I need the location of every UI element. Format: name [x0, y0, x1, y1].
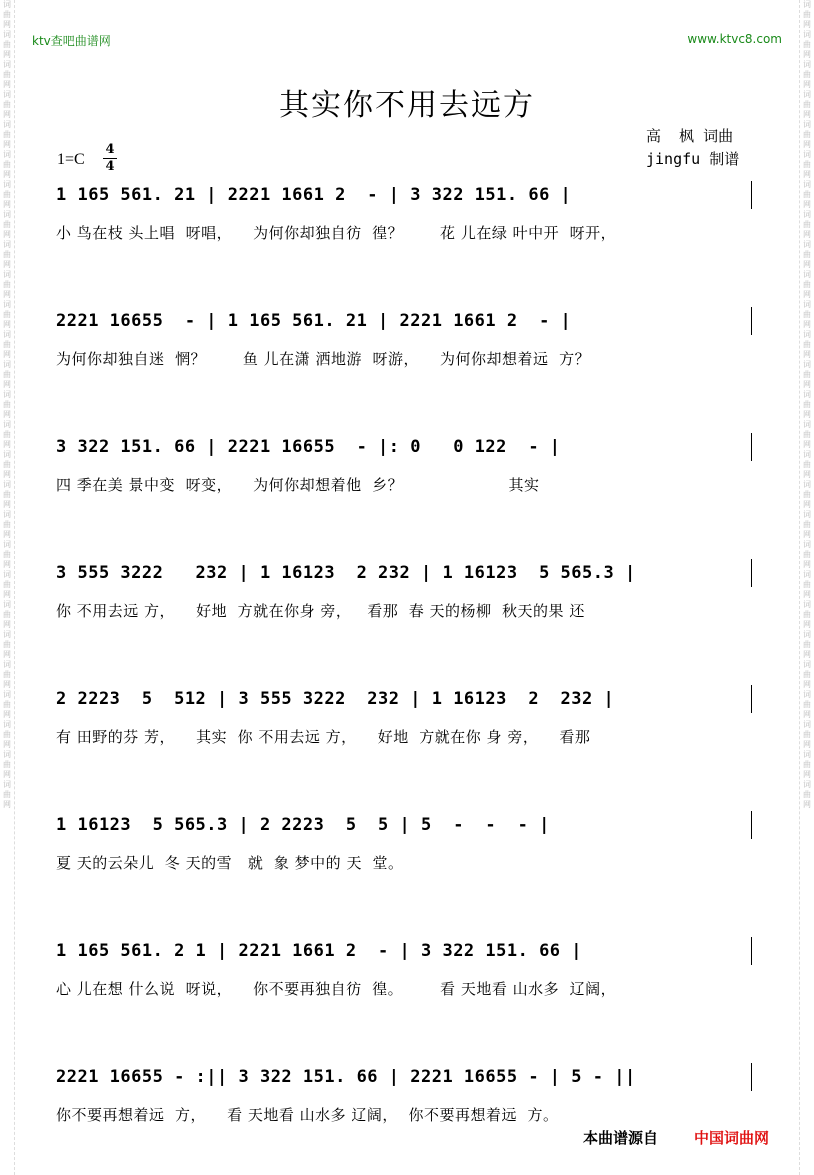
watermark-char: 曲: [803, 10, 811, 19]
watermark-char: 网: [803, 710, 811, 719]
watermark-char: 曲: [803, 550, 811, 559]
watermark-char: 曲: [3, 580, 11, 589]
watermark-char: 词: [803, 420, 811, 429]
watermark-char: 网: [3, 140, 11, 149]
watermark-char: 曲: [803, 610, 811, 619]
watermark-char: 词: [3, 660, 11, 669]
watermark-char: 词: [3, 150, 11, 159]
watermark-char: 网: [803, 590, 811, 599]
watermark-char: 网: [803, 290, 811, 299]
song-title: 其实你不用去远方: [279, 88, 535, 123]
watermark-char: 词: [803, 30, 811, 39]
watermark-char: 网: [3, 710, 11, 719]
watermark-char: 曲: [803, 190, 811, 199]
watermark-char: 词: [803, 300, 811, 309]
notation-line: 1 165 561. 21 | 2221 1661 2 - | 3 322 151. 66 |: [56, 185, 572, 205]
watermark-char: 曲: [3, 220, 11, 229]
watermark-char: 词: [3, 720, 11, 729]
credit-transcriber: jingfu 制谱: [646, 150, 740, 168]
watermark-char: 曲: [803, 160, 811, 169]
lyric-line: 为何你却独自迷 惘？ 鱼 儿在潇 洒地游 呀游， 为何你却想着远 方？: [56, 350, 591, 368]
watermark-char: 网: [3, 410, 11, 419]
watermark-char: 网: [3, 530, 11, 539]
watermark-char: 词: [803, 210, 811, 219]
watermark-char: 词: [803, 180, 811, 189]
watermark-char: 网: [803, 560, 811, 569]
watermark-char: 词: [803, 0, 811, 9]
watermark-char: 曲: [803, 220, 811, 229]
key-signature: 1=C: [57, 151, 85, 168]
watermark-char: 词: [3, 30, 11, 39]
system-end-barline: [751, 685, 752, 713]
system-end-barline: [751, 433, 752, 461]
watermark-char: 曲: [3, 370, 11, 379]
watermark-char: 网: [803, 740, 811, 749]
watermark-char: 曲: [3, 790, 11, 799]
watermark-char: 词: [803, 780, 811, 789]
watermark-char: 网: [3, 320, 11, 329]
site-name-left[interactable]: ktv查吧曲谱网: [32, 34, 111, 48]
watermark-char: 曲: [3, 70, 11, 79]
watermark-char: 词: [3, 690, 11, 699]
watermark-char: 网: [803, 80, 811, 89]
time-signature: [103, 143, 117, 174]
watermark-char: 网: [3, 290, 11, 299]
lyric-line: 心 儿在想 什么说 呀说， 你不要再独自彷 徨。 看 天地看 山水多 辽阔，: [56, 980, 617, 998]
watermark-char: 网: [803, 770, 811, 779]
watermark-char: 网: [803, 410, 811, 419]
watermark-char: 网: [3, 560, 11, 569]
watermark-char: 曲: [3, 610, 11, 619]
lyric-line: 有 田野的芬 芳， 其实 你 不用去远 方， 好地 方就在你 身 旁， 看那: [56, 728, 591, 746]
watermark-char: 网: [803, 440, 811, 449]
watermark-char: 词: [803, 540, 811, 549]
watermark-char: 词: [803, 690, 811, 699]
watermark-char: 网: [3, 680, 11, 689]
watermark-char: 网: [803, 530, 811, 539]
watermark-char: 网: [3, 440, 11, 449]
watermark-char: 词: [803, 150, 811, 159]
watermark-char: 词: [803, 120, 811, 129]
watermark-char: 曲: [803, 130, 811, 139]
watermark-char: 曲: [803, 460, 811, 469]
watermark-char: 网: [803, 20, 811, 29]
watermark-char: 词: [803, 60, 811, 69]
watermark-char: 曲: [3, 310, 11, 319]
watermark-char: 网: [803, 470, 811, 479]
watermark-char: 网: [803, 800, 811, 809]
watermark-char: 网: [3, 80, 11, 89]
watermark-char: 网: [3, 380, 11, 389]
system-end-barline: [751, 937, 752, 965]
watermark-char: 曲: [3, 40, 11, 49]
watermark-char: 网: [803, 320, 811, 329]
watermark-char: 词: [3, 420, 11, 429]
system-end-barline: [751, 307, 752, 335]
watermark-char: 网: [803, 350, 811, 359]
credit-composer: 高 枫 词曲: [646, 127, 734, 145]
watermark-char: 曲: [3, 400, 11, 409]
watermark-char: 词: [3, 540, 11, 549]
watermark-char: 词: [3, 390, 11, 399]
watermark-char: 网: [3, 800, 11, 809]
watermark-char: 曲: [3, 520, 11, 529]
source-label: 本曲谱源自: [583, 1129, 659, 1147]
watermark-char: 词: [803, 750, 811, 759]
watermark-char: 词: [3, 60, 11, 69]
system-end-barline: [751, 1063, 752, 1091]
watermark-char: 词: [3, 120, 11, 129]
watermark-char: 词: [3, 510, 11, 519]
watermark-char: 网: [3, 470, 11, 479]
system-end-barline: [751, 181, 752, 209]
site-url-right[interactable]: www.ktvc8.com: [687, 32, 782, 46]
watermark-char: 词: [3, 270, 11, 279]
watermark-char: 曲: [3, 10, 11, 19]
notation-line: 3 322 151. 66 | 2221 16655 - |: 0 0 122 - |: [56, 437, 561, 457]
watermark-char: 曲: [3, 640, 11, 649]
watermark-char: 网: [3, 590, 11, 599]
watermark-char: 词: [803, 480, 811, 489]
watermark-char: 网: [803, 260, 811, 269]
notation-line: 2 2223 5 512 | 3 555 3222 232 | 1 16123 2 232 |: [56, 689, 615, 709]
watermark-char: 曲: [803, 370, 811, 379]
watermark-char: 词: [3, 240, 11, 249]
watermark-char: 网: [3, 230, 11, 239]
notation-line: 2221 16655 - | 1 165 561. 21 | 2221 1661 2 - |: [56, 311, 572, 331]
watermark-char: 曲: [803, 760, 811, 769]
watermark-char: 网: [3, 110, 11, 119]
watermark-char: 网: [3, 350, 11, 359]
watermark-char: 词: [803, 570, 811, 579]
watermark-char: 曲: [803, 280, 811, 289]
watermark-char: 网: [3, 170, 11, 179]
lyric-line: 四 季在美 景中变 呀变， 为何你却想着他 乡？ 其实: [56, 476, 540, 494]
watermark-char: 网: [803, 50, 811, 59]
watermark-char: 网: [803, 620, 811, 629]
time-signature-top: 4: [105, 142, 115, 157]
watermark-char: 曲: [803, 520, 811, 529]
watermark-char: 曲: [3, 550, 11, 559]
watermark-char: 词: [803, 330, 811, 339]
watermark-char: 词: [3, 450, 11, 459]
watermark-char: 词: [803, 720, 811, 729]
watermark-char: 曲: [3, 340, 11, 349]
watermark-char: 词: [3, 750, 11, 759]
watermark-char: 曲: [3, 460, 11, 469]
lyric-line: 你不要再想着远 方， 看 天地看 山水多 辽阔， 你不要再想着远 方。: [56, 1106, 559, 1124]
watermark-char: 曲: [3, 280, 11, 289]
watermark-char: 网: [803, 380, 811, 389]
watermark-char: 网: [803, 650, 811, 659]
watermark-char: 曲: [803, 700, 811, 709]
watermark-char: 网: [803, 680, 811, 689]
watermark-char: 词: [803, 90, 811, 99]
watermark-char: 网: [803, 230, 811, 239]
watermark-char: 词: [803, 510, 811, 519]
notation-line: 2221 16655 - :|| 3 322 151. 66 | 2221 16655 - | 5 - ||: [56, 1067, 636, 1087]
watermark-char: 曲: [3, 760, 11, 769]
watermark-char: 网: [3, 650, 11, 659]
watermark-char: 词: [3, 630, 11, 639]
watermark-char: 网: [803, 140, 811, 149]
watermark-char: 曲: [803, 640, 811, 649]
source-site-link[interactable]: 中国词曲网: [694, 1129, 770, 1147]
watermark-char: 网: [3, 740, 11, 749]
system-end-barline: [751, 811, 752, 839]
watermark-char: 词: [803, 600, 811, 609]
watermark-char: 曲: [3, 700, 11, 709]
watermark-char: 词: [3, 480, 11, 489]
watermark-char: 词: [3, 180, 11, 189]
watermark-char: 网: [3, 770, 11, 779]
watermark-char: 网: [803, 500, 811, 509]
watermark-char: 词: [3, 210, 11, 219]
left-watermark-strip: [0, 0, 15, 1175]
watermark-char: 曲: [3, 490, 11, 499]
watermark-char: 词: [3, 570, 11, 579]
watermark-char: 网: [803, 110, 811, 119]
time-signature-bottom: 4: [105, 159, 115, 174]
watermark-char: 曲: [803, 790, 811, 799]
watermark-char: 词: [803, 450, 811, 459]
watermark-char: 网: [803, 170, 811, 179]
watermark-char: 曲: [803, 340, 811, 349]
watermark-char: 网: [3, 200, 11, 209]
watermark-char: 词: [3, 360, 11, 369]
watermark-char: 曲: [803, 70, 811, 79]
notation-line: 1 165 561. 2 1 | 2221 1661 2 - | 3 322 151. 66 |: [56, 941, 583, 961]
watermark-char: 曲: [803, 250, 811, 259]
watermark-char: 曲: [803, 40, 811, 49]
watermark-char: 曲: [803, 310, 811, 319]
right-watermark-strip: [799, 0, 814, 1175]
watermark-char: 曲: [803, 670, 811, 679]
watermark-char: 词: [803, 360, 811, 369]
notation-line: 1 16123 5 565.3 | 2 2223 5 5 | 5 - - - |: [56, 815, 550, 835]
watermark-char: 曲: [3, 730, 11, 739]
watermark-char: 网: [803, 200, 811, 209]
watermark-char: 网: [3, 20, 11, 29]
watermark-char: 网: [3, 620, 11, 629]
watermark-char: 词: [803, 270, 811, 279]
watermark-char: 网: [3, 50, 11, 59]
watermark-char: 曲: [803, 100, 811, 109]
watermark-char: 词: [803, 390, 811, 399]
notation-line: 3 555 3222 232 | 1 16123 2 232 | 1 16123 5 565.3 |: [56, 563, 636, 583]
lyric-line: 小 鸟在枝 头上唱 呀唱， 为何你却独自彷 徨？ 花 儿在绿 叶中开 呀开，: [56, 224, 617, 242]
watermark-char: 词: [803, 240, 811, 249]
lyric-line: 你 不用去远 方， 好地 方就在你身 旁， 看那 春 天的杨柳 秋天的果 还: [56, 602, 585, 620]
watermark-char: 曲: [3, 670, 11, 679]
watermark-char: 词: [3, 330, 11, 339]
watermark-char: 曲: [3, 100, 11, 109]
watermark-char: 词: [3, 600, 11, 609]
watermark-char: 曲: [803, 430, 811, 439]
watermark-char: 曲: [3, 130, 11, 139]
watermark-char: 曲: [3, 160, 11, 169]
watermark-char: 网: [3, 500, 11, 509]
watermark-char: 曲: [803, 580, 811, 589]
lyric-line: 夏 天的云朵儿 冬 天的雪 就 象 梦中的 天 堂。: [56, 854, 404, 872]
system-end-barline: [751, 559, 752, 587]
watermark-char: 曲: [3, 250, 11, 259]
watermark-char: 词: [3, 90, 11, 99]
watermark-char: 词: [3, 300, 11, 309]
watermark-char: 曲: [3, 190, 11, 199]
watermark-char: 词: [3, 0, 11, 9]
watermark-char: 曲: [803, 730, 811, 739]
watermark-char: 词: [803, 630, 811, 639]
watermark-char: 曲: [3, 430, 11, 439]
watermark-char: 曲: [803, 490, 811, 499]
watermark-char: 网: [3, 260, 11, 269]
watermark-char: 曲: [803, 400, 811, 409]
watermark-char: 词: [3, 780, 11, 789]
watermark-char: 词: [803, 660, 811, 669]
